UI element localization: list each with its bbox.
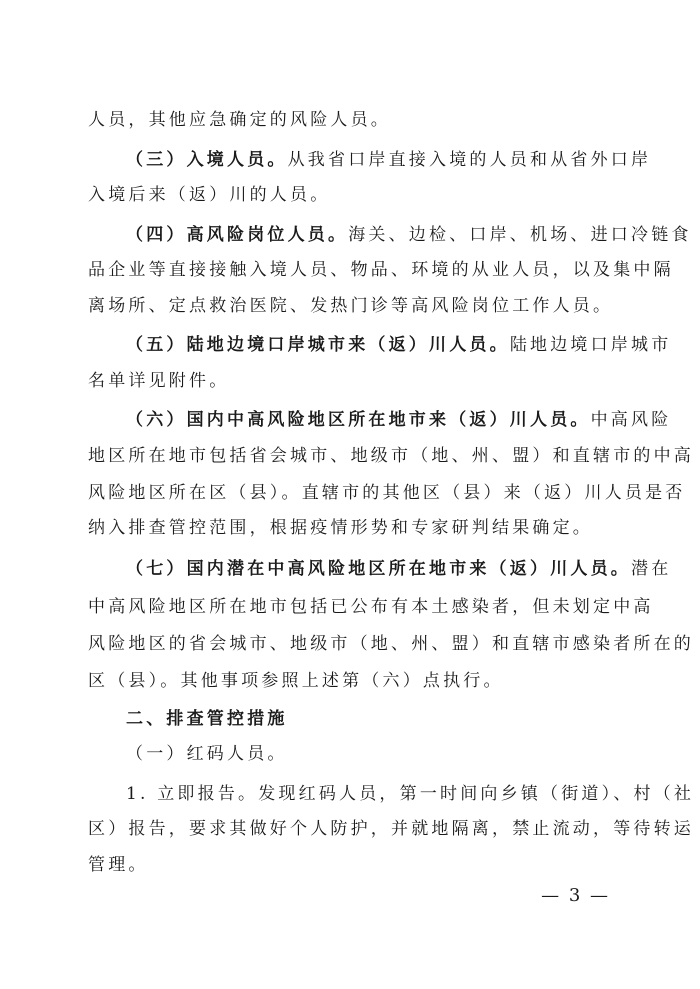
text-line: （三）入境人员。从我省口岸直接入境的人员和从省外口岸 (126, 150, 652, 170)
text-line: 名单详见附件。 (88, 371, 230, 391)
text-line: 风险地区所在区（县）。直辖市的其他区（县）来（返）川人员是否 (88, 483, 686, 503)
subsection-lead: （六）国内中高风险地区所在地市来（返）川人员。 (126, 410, 591, 430)
subsection-lead: （三）入境人员。 (126, 150, 288, 170)
text-line: 风险地区的省会城市、地级市（地、州、盟）和直辖市感染者所在的 (88, 634, 694, 654)
text-line: 区（县）。其他事项参照上述第（六）点执行。 (88, 671, 504, 691)
text-line: （六）国内中高风险地区所在地市来（返）川人员。中高风险 (126, 410, 672, 430)
text-line: 纳入排查管控范围，根据疫情形势和专家研判结果确定。 (88, 518, 593, 538)
subsection-lead: （七）国内潜在中高风险地区所在地市来（返）川人员。 (126, 559, 631, 579)
text-line: 管理。 (88, 855, 149, 875)
text-line: （七）国内潜在中高风险地区所在地市来（返）川人员。潜在 (126, 559, 672, 579)
text-line: 离场所、定点救治医院、发热门诊等高风险岗位工作人员。 (88, 296, 614, 316)
subsection-lead: （五）陆地边境口岸城市来（返）川人员。 (126, 335, 510, 355)
page-number: — 3 — (541, 885, 610, 906)
text-line: （一）红码人员。 (126, 744, 288, 764)
subsection-lead: （四）高风险岗位人员。 (126, 225, 349, 245)
text-line: 中高风险地区所在地市包括已公布有本土感染者，但未划定中高 (88, 597, 654, 617)
text-line: 品企业等直接接触入境人员、物品、环境的从业人员，以及集中隔 (88, 260, 674, 280)
text-line: （四）高风险岗位人员。海关、边检、口岸、机场、进口冷链食 (126, 225, 692, 245)
text-line: （五）陆地边境口岸城市来（返）川人员。陆地边境口岸城市 (126, 335, 672, 355)
text-line: 区）报告，要求其做好个人防护，并就地隔离，禁止流动，等待转运 (88, 819, 694, 839)
text-line: 入境后来（返）川的人员。 (88, 185, 331, 205)
text-line: 人员，其他应急确定的风险人员。 (88, 110, 391, 130)
text-line: 1. 立即报告。发现红码人员，第一时间向乡镇（街道）、村（社 (126, 784, 695, 804)
text-line: 地区所在地市包括省会城市、地级市（地、州、盟）和直辖市的中高 (88, 446, 694, 466)
section-heading: 二、排查管控措施 (126, 709, 288, 729)
